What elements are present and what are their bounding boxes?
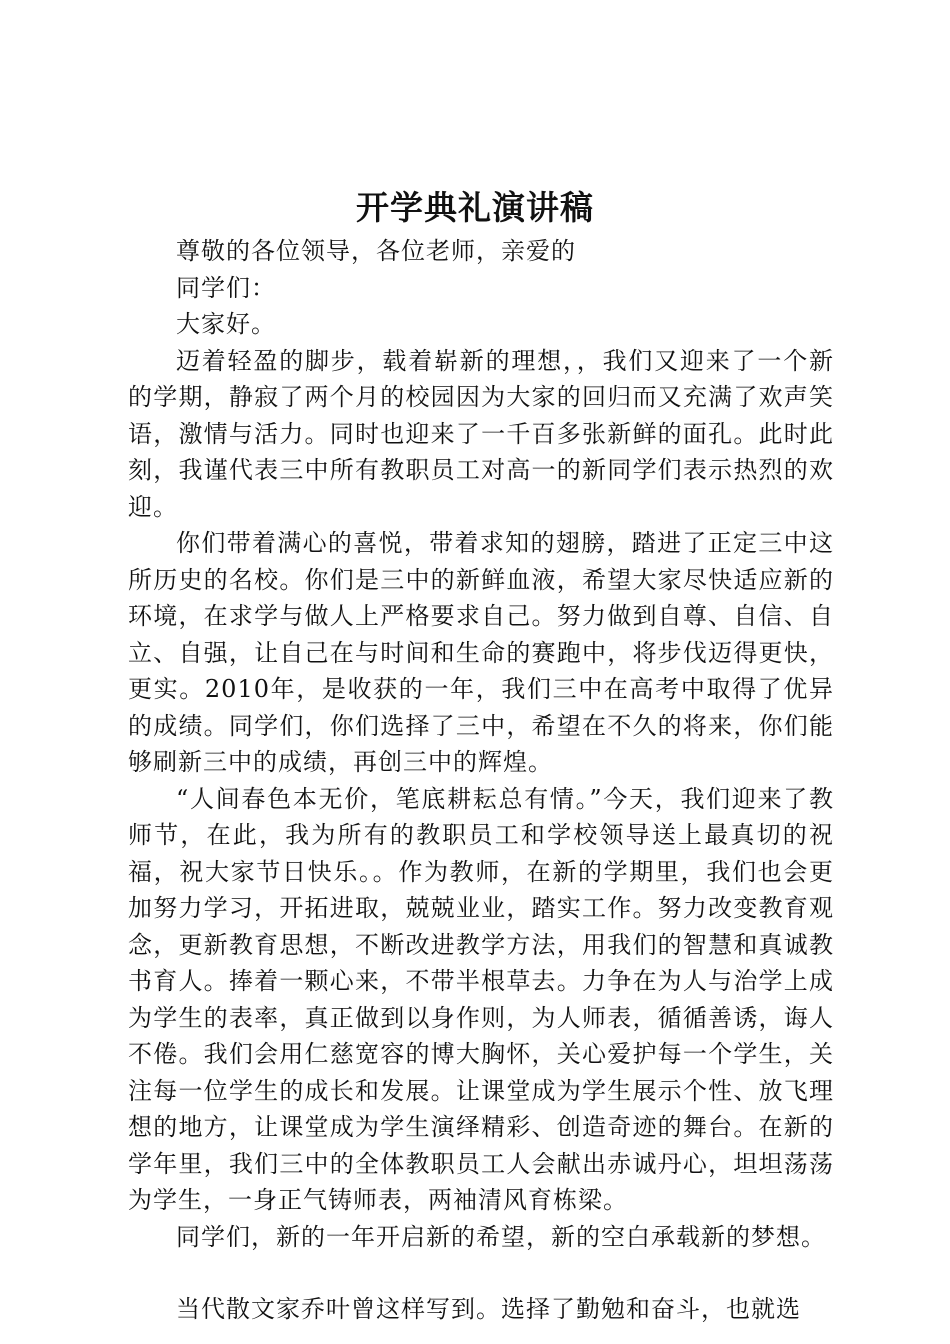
greeting-line-continued: 同学们： <box>176 273 276 302</box>
salutation: 大家好。 <box>176 310 276 338</box>
document-body <box>128 233 834 1328</box>
paragraph-welcome: 迈着轻盈的脚步，载着崭新的理想，，我们又迎来了一个新的学期，静寂了两个月的校园因为大家的回归而又充满了欢声笑语，激情与活力。同时也迎来了一千百多张新鲜的面孔。此时此刻，我谨代表三中所有教职员工对高一的新同学们表示热烈的欢迎。 <box>128 346 834 521</box>
paragraph-quote-intro: 当代散文家乔叶曾这样写到。选择了勤勉和奋斗，也就选 <box>176 1295 801 1323</box>
document-title: 开学典礼演讲稿 <box>356 188 594 227</box>
paragraph-gap <box>128 1255 834 1291</box>
paragraph-new-year: 同学们，新的一年开启新的希望，新的空白承载新的梦想。 <box>176 1222 826 1251</box>
greeting-line: 尊敬的各位领导，各位老师，亲爱的 <box>176 237 576 265</box>
paragraph-new-students: 你们带着满心的喜悦，带着求知的翅膀，踏进了正定三中这所历史的名校。你们是三中的新鲜血液，希望大家尽快适应新的环境，在求学与做人上严格要求自己。努力做到自尊、自信、自立、自强，让自己在与时间和生命的赛跑中，将步伐迈得更快，更实。2010年，是收获的一年，我们三中在高考中取得了优异的成绩。同学们，你们选择了三中，希望在不久的将来，你们能够刷新三中的成绩，再创三中的辉煌。 <box>128 529 834 776</box>
paragraph-teachers-day: “人间春色本无价，笔底耕耘总有情。”今天，我们迎来了教师节，在此，我为所有的教职员工和学校领导送上最真切的祝福，祝大家节日快乐。。作为教师，在新的学期里，我们也会更加努力学习，开拓进取，兢兢业业，踏实工作。努力改变教育观念，更新教育思想，不断改进教学方法，用我们的智慧和真诚教书育人。捧着一颗心来，不带半根草去。力争在为人与治学上成为学生的表率，真正做到以身作则，为人师表，循循善诱，诲人不倦。我们会用仁慈宽容的博大胸怀，关心爱护每一个学生，关注每一位学生的成长和发展。让课堂成为学生展示个性、放飞理想的地方，让课堂成为学生演绎精彩、创造奇迹的舞台。在新的学年里，我们三中的全体教职员工人会献出赤诚丹心，坦坦荡荡为学生，一身正气铸师表，两袖清风育栋梁。 <box>128 784 834 1214</box>
